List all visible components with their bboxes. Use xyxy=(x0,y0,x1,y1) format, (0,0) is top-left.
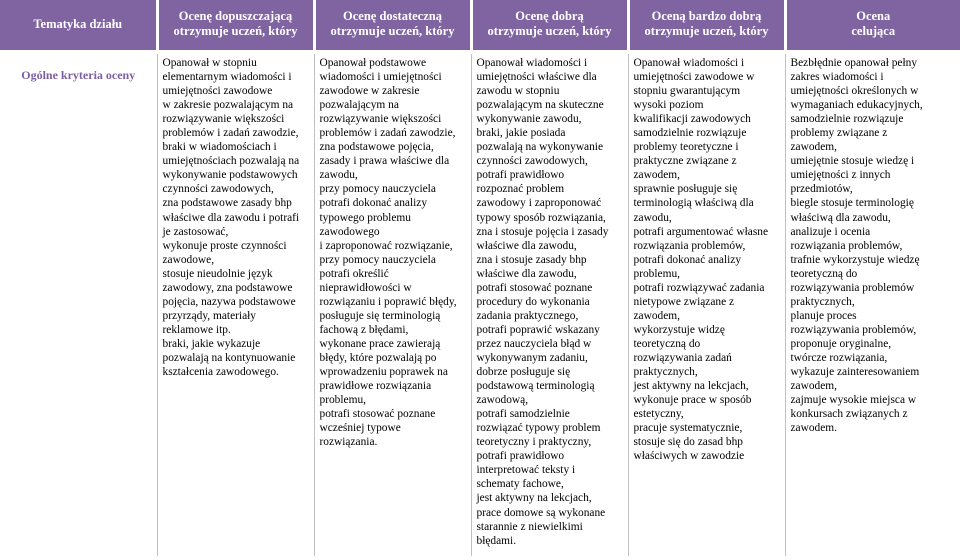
criteria-text-line: dobrze posługuje się xyxy=(476,366,571,379)
criteria-text-line: teoretyczną do xyxy=(790,267,858,280)
criteria-text-line: czynności zawodowych, xyxy=(162,183,274,196)
criteria-text-line: teoretyczną do xyxy=(633,337,701,350)
criteria-text-line: potrafi stosować poznane xyxy=(476,281,593,294)
criteria-text-line: zakres wiadomości i xyxy=(790,71,884,84)
criteria-text-line: potrafi dokonać analizy xyxy=(319,197,428,210)
criteria-text-line: zawodowy i zaproponować xyxy=(476,197,602,210)
criteria-text-line: zna podstawowe pojęcia, xyxy=(319,141,434,154)
criteria-text-line: nieprawidłowości w xyxy=(319,281,412,294)
criteria-text-line: w zakresie pozwalającym na xyxy=(162,99,294,112)
criteria-text-line: planuje proces xyxy=(790,309,857,322)
criteria-text-line: potrafi prawidłowo xyxy=(476,169,565,182)
criteria-text-line: proponuje oryginalne, xyxy=(790,337,892,350)
criteria-text-line: pozwalającym na skuteczne xyxy=(476,99,604,112)
criteria-text-line: schematy fachowe, xyxy=(476,478,564,491)
criteria-text-line: przy pomocy nauczyciela xyxy=(319,253,436,266)
criteria-text-line: analizuje i ocenia xyxy=(790,225,871,238)
criteria-text-line: rozwiązywanie większości xyxy=(162,113,285,126)
criteria-text-line: wykonywanie podstawowych xyxy=(162,169,298,182)
criteria-text-line: terminologią właściwą dla xyxy=(633,197,754,210)
criteria-text-line: umiejętności zawodowe xyxy=(162,85,273,98)
criteria-text-line: problemu, xyxy=(633,267,681,280)
criteria-text-line: samodzielnie rozwiązuje xyxy=(790,113,904,126)
criteria-text-line: właściwe dla zawodu, xyxy=(476,267,577,280)
criteria-text-line: estetyczny, xyxy=(633,408,684,421)
header-topic-line-1: Tematyka działu xyxy=(33,16,123,31)
criteria-text-line: nietypowe związane z xyxy=(633,295,735,308)
criteria-text-line: reklamowe itp. xyxy=(162,323,231,336)
criteria-text-line: umiejętnie stosuje wiedzę i xyxy=(790,155,915,168)
criteria-text-line: pracuje systematycznie, xyxy=(633,422,743,435)
criteria-text-line: umiejętności z innych xyxy=(790,169,891,182)
criteria-text-line: zawodu, xyxy=(633,211,672,224)
criteria-text-line: rozwiązaniu i poprawić błędy, xyxy=(319,295,457,308)
criteria-text-line: rozwiązywanie większości xyxy=(319,113,442,126)
header-line: otrzymuje uczeń, który xyxy=(330,24,455,38)
criteria-text-line: potrafi argumentować własne xyxy=(633,225,769,238)
criteria-text-line: zawodowego xyxy=(319,225,380,238)
header-line: otrzymuje uczeń, który xyxy=(487,24,612,38)
criteria-text-line: pozwalają na kontynuowanie xyxy=(162,351,296,364)
criteria-text-line: zawodem, xyxy=(633,169,680,182)
criteria-text-line: braki, jakie posiada xyxy=(476,127,566,140)
criteria-text-line: przy pomocy nauczyciela xyxy=(319,183,436,196)
criteria-text-line: wykorzystuje widzę xyxy=(633,323,725,336)
criteria-text-line: pozwalającym na xyxy=(319,99,399,112)
criteria-dobra xyxy=(471,54,628,556)
criteria-text-line: rozwiązywania zadań xyxy=(633,351,732,364)
criteria-text-line: potrafi rozwiązywać zadania xyxy=(633,281,765,294)
criteria-text-line: wcześniej typowe xyxy=(319,422,401,435)
criteria-text-line: właściwe dla zawodu i potrafi xyxy=(162,211,300,224)
criteria-text-line: zadania praktycznego, xyxy=(476,309,579,322)
criteria-text-line: praktyczne związane z xyxy=(633,155,737,168)
criteria-text-line: typowy sposób rozwiązania, xyxy=(476,211,606,224)
criteria-text-line: elementarnym wiadomości i xyxy=(162,71,292,84)
criteria-text-line: zawodowe, xyxy=(162,253,215,266)
criteria-text-line: je zastosować, xyxy=(162,225,229,238)
criteria-text-line: samodzielnie rozwiązuje xyxy=(633,127,747,140)
criteria-text-line: jest aktywny na lekcjach, xyxy=(633,380,749,393)
criteria-text-line: konkursach związanych z xyxy=(790,408,908,421)
criteria-text-line: zna podstawowe zasady bhp xyxy=(162,197,292,210)
criteria-text-line: zawodowe w zakresie xyxy=(319,85,420,98)
criteria-text-line: właściwą dla zawodu, xyxy=(790,211,891,224)
header-line: Ocenę dopuszczającą xyxy=(178,9,293,23)
criteria-text-line: zawodu w stopniu xyxy=(476,85,560,98)
criteria-text-line: Opanował wiadomości i xyxy=(633,57,745,69)
criteria-text-line: rozpoznać problem xyxy=(476,183,565,196)
criteria-text-line: stosuje nieudolnie język xyxy=(162,267,273,280)
criteria-text-line: umiejętności określonych w xyxy=(790,85,919,98)
criteria-text-line: umiejętności właściwe dla xyxy=(476,71,597,84)
criteria-text-line: umiejętnościach pozwalają na xyxy=(162,155,300,168)
criteria-text-line: stopniu gwarantującym xyxy=(633,85,741,98)
criteria-text-line: potrafi prawidłowo xyxy=(476,450,565,463)
criteria-text-line: wykonuje prace w sposób xyxy=(633,394,752,407)
criteria-text-line: praktycznych, xyxy=(633,366,698,379)
criteria-text-line: właściwych w zawodzie xyxy=(633,450,745,463)
header-dostateczna xyxy=(314,0,471,49)
criteria-text-line: i zaproponować rozwiązanie, xyxy=(319,239,453,252)
criteria-row xyxy=(0,54,960,556)
row-label: Ogólne kryteria oceny xyxy=(0,54,157,556)
criteria-text-line: potrafi dokonać analizy xyxy=(633,253,742,266)
criteria-text-line: Bezbłędnie opanował pełny xyxy=(790,57,918,69)
criteria-text-line: twórcze rozwiązania, xyxy=(790,351,888,364)
criteria-text-line: potrafi stosować poznane xyxy=(319,408,436,421)
header-line: celująca xyxy=(851,24,896,38)
criteria-text-line: wykonuje proste czynności xyxy=(162,239,287,252)
header-dopuszczajaca xyxy=(157,0,314,49)
header-line: Oceną bardzo dobrą xyxy=(651,9,762,23)
criteria-text-line: zajmuje wysokie miejsca w xyxy=(790,394,917,407)
header-line: Ocena xyxy=(856,9,891,23)
header-line: otrzymuje uczeń, który xyxy=(644,24,769,38)
criteria-text-line: fachową z błędami, xyxy=(319,323,409,336)
criteria-text-line: wysoki poziom xyxy=(633,99,704,112)
criteria-text-line: błędy, które pozwalają po xyxy=(319,351,437,364)
criteria-text-line: Opanował podstawowe xyxy=(319,57,427,69)
criteria-text-line: rozwiązywania problemów, xyxy=(790,323,917,336)
criteria-text-line: zawodem, xyxy=(633,309,680,322)
criteria-text-line: przyrządy, materiały xyxy=(162,309,256,322)
criteria-text-line: Opanował wiadomości i xyxy=(476,57,588,69)
criteria-text-line: zna i stosuje zasady bhp xyxy=(476,253,587,266)
criteria-text-line: wprowadzeniu poprawek na xyxy=(319,366,448,379)
criteria-text-line: przedmiotów, xyxy=(790,183,853,196)
criteria-text-line: zawodowy, zna podstawowe xyxy=(162,281,293,294)
criteria-text-line: pojęcia, nazywa podstawowe xyxy=(162,295,296,308)
criteria-text-line: kształcenia zawodowego. xyxy=(162,366,279,379)
criteria-text-line: stosuje się do zasad bhp xyxy=(633,436,743,449)
header-celujaca xyxy=(785,0,960,49)
criteria-text-line: wiadomości i umiejętności xyxy=(319,71,442,84)
criteria-text-line: podstawową terminologią xyxy=(476,380,595,393)
criteria-bardzo-dobra xyxy=(628,54,785,556)
criteria-text-line: problemu, xyxy=(319,394,367,407)
header-line: Ocenę dostateczną xyxy=(343,9,442,23)
criteria-celujaca xyxy=(785,54,960,556)
criteria-text-line: problemów i zadań zawodzie, xyxy=(319,127,456,140)
header-line: otrzymuje uczeń, który xyxy=(173,24,298,38)
criteria-dopuszczajaca xyxy=(157,54,314,556)
header-topic xyxy=(0,0,157,49)
criteria-text-line: procedury do wykonania xyxy=(476,295,590,308)
criteria-text-line: wymaganiach edukacyjnych, xyxy=(790,99,923,112)
criteria-text-line: wykonywanym zadaniu, xyxy=(476,351,588,364)
criteria-text-line: interpretować teksty i xyxy=(476,464,576,477)
header-line: Ocenę dobrą xyxy=(515,9,584,23)
criteria-text-line: rozwiązywania problemów xyxy=(790,281,915,294)
criteria-text-line: rozwiązać typowy problem xyxy=(476,422,601,435)
criteria-text-line: praktycznych, xyxy=(790,295,855,308)
criteria-text-line: zna i stosuje pojęcia i zasady xyxy=(476,225,609,238)
criteria-text-line: trafnie wykorzystuje wiedzę xyxy=(790,253,920,266)
criteria-text-line: posługuje się terminologią xyxy=(319,309,441,322)
header-row xyxy=(0,0,960,49)
criteria-text-line: prace domowe są wykonane xyxy=(476,506,606,519)
criteria-text-line: potrafi samodzielnie xyxy=(476,408,570,421)
criteria-text-line: pozwalają na wykonywanie xyxy=(476,141,604,154)
criteria-text-line: braki, jakie wykazuje xyxy=(162,337,261,350)
criteria-text-line: zawodu, xyxy=(319,169,358,182)
criteria-text-line: prawidłowe rozwiązania xyxy=(319,380,432,393)
criteria-text-line: Opanował w stopniu xyxy=(162,57,257,69)
criteria-text-line: błędami. xyxy=(476,534,517,547)
criteria-text-line: zasady i prawa właściwe dla xyxy=(319,155,450,168)
criteria-text-line: właściwe dla zawodu, xyxy=(476,239,577,252)
criteria-text-line: potrafi określić xyxy=(319,267,389,280)
criteria-text-line: zawodową, xyxy=(476,394,529,407)
criteria-text-line: zawodem. xyxy=(790,422,837,435)
criteria-text-line: wykazuje zainteresowaniem xyxy=(790,366,920,379)
criteria-text-line: umiejętności zawodowe w xyxy=(633,71,755,84)
criteria-text-line: jest aktywny na lekcjach, xyxy=(476,492,592,505)
criteria-text-line: kwalifikacji zawodowych xyxy=(633,113,751,126)
criteria-text-line: problemy związane z xyxy=(790,127,888,140)
criteria-text-line: problemy teoretyczne i xyxy=(633,141,739,154)
criteria-text-line: czynności zawodowych, xyxy=(476,155,588,168)
criteria-text-line: starannie z niewielkimi xyxy=(476,520,583,533)
criteria-text-line: sprawnie posługuje się xyxy=(633,183,738,196)
header-bardzo-dobra xyxy=(628,0,785,49)
criteria-text-line: rozwiązania. xyxy=(319,436,378,449)
criteria-dostateczna xyxy=(314,54,471,556)
criteria-text-line: potrafi poprawić wskazany xyxy=(476,323,600,336)
criteria-text-line: rozwiązania problemów, xyxy=(633,239,746,252)
header-dobra xyxy=(471,0,628,49)
criteria-text-line: problemów i zadań zawodzie, xyxy=(162,127,299,140)
criteria-text-line: teoretyczny i praktyczny, xyxy=(476,436,592,449)
criteria-text-line: wykonywanie zawodu, xyxy=(476,113,582,126)
criteria-text-line: rozwiązania problemów, xyxy=(790,239,903,252)
criteria-text-line: zawodem, xyxy=(790,141,837,154)
criteria-text-line: typowego problemu xyxy=(319,211,411,224)
criteria-text-line: wykonane prace zawierają xyxy=(319,337,441,350)
criteria-text-line: zawodem, xyxy=(790,380,837,393)
criteria-text-line: braki w wiadomościach i xyxy=(162,141,277,154)
criteria-text-line: biegle stosuje terminologię xyxy=(790,197,914,210)
criteria-text-line: przez nauczyciela błąd w xyxy=(476,337,592,350)
